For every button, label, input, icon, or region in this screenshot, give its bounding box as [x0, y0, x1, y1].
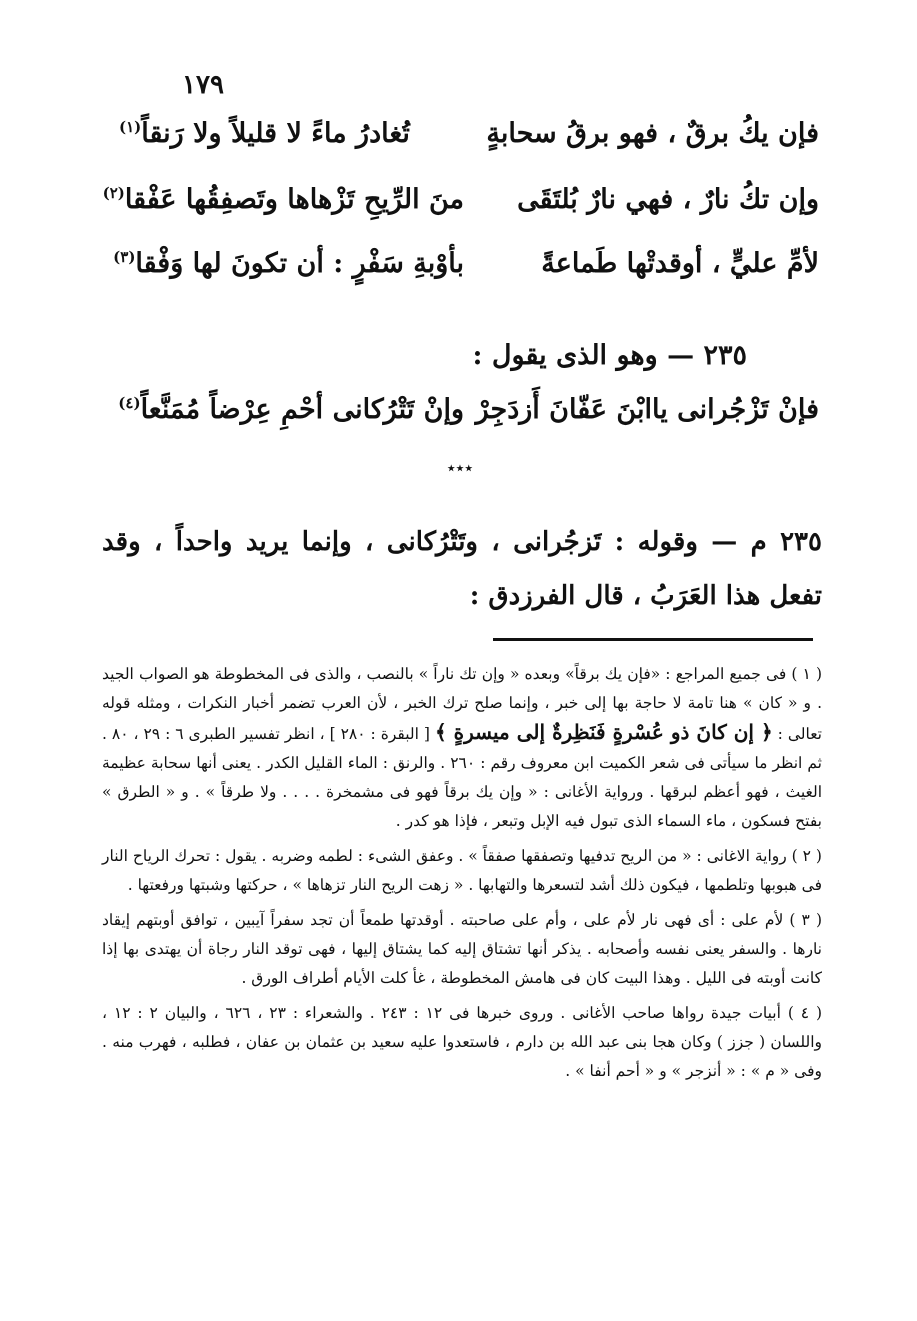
footnote-marker: (٢) [102, 184, 125, 202]
footnote-marker: (٤) [118, 394, 141, 412]
verse-second-text: تُغادرُ ماءً لا قليلاً ولا رَنقاً [141, 118, 410, 149]
footnote-marker: (٣) [113, 248, 136, 266]
footnote-marker: (١) [119, 118, 142, 136]
verse-first-hemistich: لأمِّ عليٍّ ، أوقدتْها طَماعةً [541, 248, 819, 279]
verse-first-hemistich: فإن يكُ برقٌ ، فهو برقُ سحابةٍ [486, 118, 819, 149]
verse-second-hemistich [113, 248, 464, 279]
footnote-4: ( ٤ ) أبيات جيدة رواها صاحب الأغانى . وروى خبرها فى ١٢ : ٢٤٣ . والشعراء : ٢٣ ، ٦٢٦ ، والبيان ٢ : ١٢ ، واللسان ( جزز ) وكان هجا بنى عبد الله بن دارم ، فاستعدوا عليه سعيد بن عثمان بن عفان ، فطلبه ، فهرب منه . وفى « م » : « أنزجر » و « أحم أنفا » . [102, 1004, 823, 1080]
verse-second-text: منَ الرِّيحِ تَزْهاها وتَصفِقُها عَفْقا [124, 184, 464, 215]
commentary-paragraph: ٢٣٥ م — وقوله : تَزجُرانى ، وتَتْرُكانى ، وإنما يريد واحداً ، وقد تفعل هذا العَرَبُ ، قال الفرزدق : [102, 527, 822, 611]
footnotes [102, 660, 822, 1092]
verse-second-text: بأوْبةِ سَفْرٍ : أن تكونَ لها وَفْقا [135, 248, 464, 279]
footnote-1-continuation: [ البقرة : ٢٨٠ ] ، انظر تفسير الطبرى ٦ : ٢٩ ، ٨٠ . ثم انظر ما سيأتى فى شعر الكميت ابن معروف رقم : ٢٦٠ . والرنق : الماء القليل الكدر . يعنى أنها سحابة عظيمة الغيث ، فهو أعظم لبرقها . ورواية الأغانى : « وإن يك برقاً فهو فى مشمخرة . . . . ولا طرقاً » . و « الطرق » بفتح فسكون ، ماء السماء الذى تبول فيه الإبل وتبعر ، فإذا هو كدر . [102, 725, 822, 830]
quran-quote: ﴿ إن كانَ ذو عُسْرةٍ فَنَظِرةٌ إلى ميسرةٍ ﴾ [434, 720, 773, 744]
footnote-1-text: ( ١ ) فى جميع المراجع : «فإن يك برقاً» وبعده « وإن تك ناراً » بالنصب ، والذى فى المخطوطة هو الصواب الجيد . و « كان » هنا تامة لا حاجة بها إلى خبر ، وإنما صلح ترك الخبر ، لأن العرب تضمر أخبار النكرات ، ومثله قوله تعالى : [102, 665, 822, 743]
verse-line [119, 394, 819, 450]
verse-second-hemistich [119, 118, 464, 149]
verse-first-hemistich: وإن تكُ نارٌ ، فهي نارٌ بُلتَقَى [517, 184, 819, 215]
footnote-1 [102, 660, 822, 836]
poem-heading: ٢٣٥ — وهو الذى يقول : [472, 340, 747, 371]
footnote-divider [493, 638, 813, 641]
verse-line [119, 118, 819, 174]
verse-second-hemistich [119, 394, 464, 425]
footnote-2: ( ٢ ) رواية الاغانى : « من الريح تدفيها وتصفقها صفقاً » . وعفق الشىء : لطمه وضربه . يقول : تحرك الرياح النار فى هبوبها وتلطمها ، فيكون ذلك أشد لتسعرها والتهابها . « زهت الريح النار تزهاها » ، حركتها وشبتها ورفعتها . [102, 847, 822, 894]
section-separator: ٭٭٭ [446, 458, 474, 477]
verse-second-text: وإنْ تَتْرُكانى أحْمِ عِرْضاً مُمَنَّعاً [140, 394, 464, 425]
verse-line [113, 248, 819, 304]
verse-line [102, 184, 819, 240]
footnote-3: ( ٣ ) لأم على : أى فهى نار لأم على ، وأم على صاحبته . أوقدتها طمعاً أن تجد سفراً آيبين ، توافق أوبتهم إيقاد نارها . والسفر يعنى نفسه وأصحابه . يذكر أنها تشتاق إليه كما يشتاق إليها ، فهى توقد النار رجاة أن يهتدى بها إذا كانت أوبته فى الليل . وهذا البيت كان فى هامش المخطوطة ، غأ كلت الأيام أطراف الورق . [102, 911, 822, 987]
verse-second-hemistich [102, 184, 464, 215]
verse-first-hemistich: فإنْ تَزْجُرانى ياابْنَ عَفّانَ أَزدَجِرْ [475, 394, 819, 425]
page-number: ١٧٩ [182, 70, 224, 100]
